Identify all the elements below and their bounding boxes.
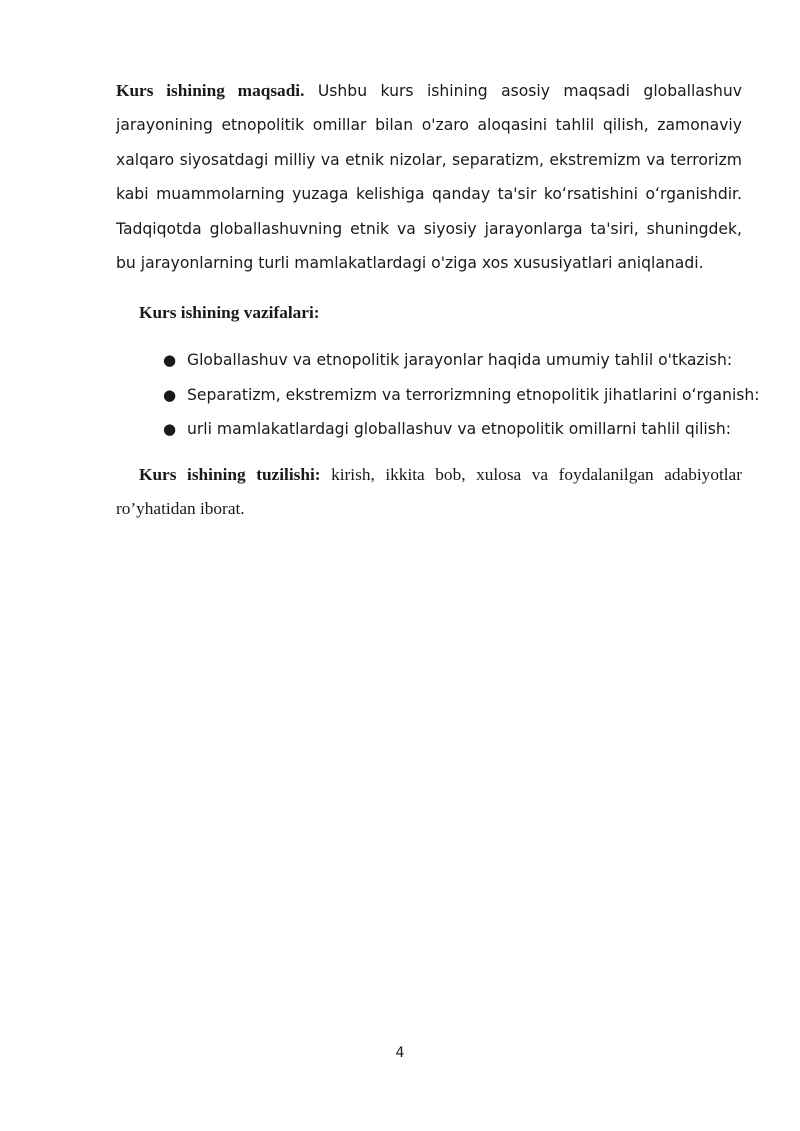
bullet-icon: ●	[163, 351, 177, 370]
document-page	[116, 74, 760, 526]
bullet-icon: ●	[163, 385, 177, 404]
list-item	[116, 412, 742, 447]
structure-lead: Kurs ishining tuzilishi:	[139, 464, 321, 484]
tasks-heading: Kurs ishining vazifalari:	[139, 303, 320, 323]
list-item-text: Separatizm, ekstremizm va terrorizmning etnopolitik jihatlarini oʻrganish:	[187, 385, 760, 404]
page-number: 4	[395, 1045, 405, 1061]
goal-lead: Kurs ishining maqsadi.	[116, 81, 305, 100]
goal-text: Ushbu kurs ishining asosiy maqsadi globallashuv jarayonining etnopolitik omillar bilan o'zaro aloqasini tahlil qilish, zamonaviy xalqaro siyosatdagi milliy va etnik nizolar, separatizm, ekstremizm va terrorizm kabi muammolarning yuzaga kelishiga qanday ta'sir koʻrsatishini oʻrganishdir. Tadqiqotda globallashuvning etnik va siyosiy jarayonlarga ta'siri, shuningdek, bu jarayonlarning turli mamlakatlardagi o'ziga xos xususiyatlari aniqlanadi.	[116, 82, 742, 273]
structure-paragraph	[116, 458, 742, 526]
goal-paragraph	[116, 74, 742, 280]
list-item-text: Globallashuv va etnopolitik jarayonlar haqida umumiy tahlil o'tkazish:	[187, 351, 733, 370]
structure-text: kirish, ikkita bob, xulosa va foydalanilgan adabiyotlar ro’yhatidan iborat.	[116, 464, 742, 518]
list-item	[116, 343, 742, 378]
tasks-list	[116, 343, 760, 447]
list-item	[116, 378, 760, 413]
list-item-text: urli mamlakatlardagi globallashuv va etnopolitik omillarni tahlil qilish:	[187, 420, 732, 439]
bullet-icon: ●	[163, 420, 177, 439]
